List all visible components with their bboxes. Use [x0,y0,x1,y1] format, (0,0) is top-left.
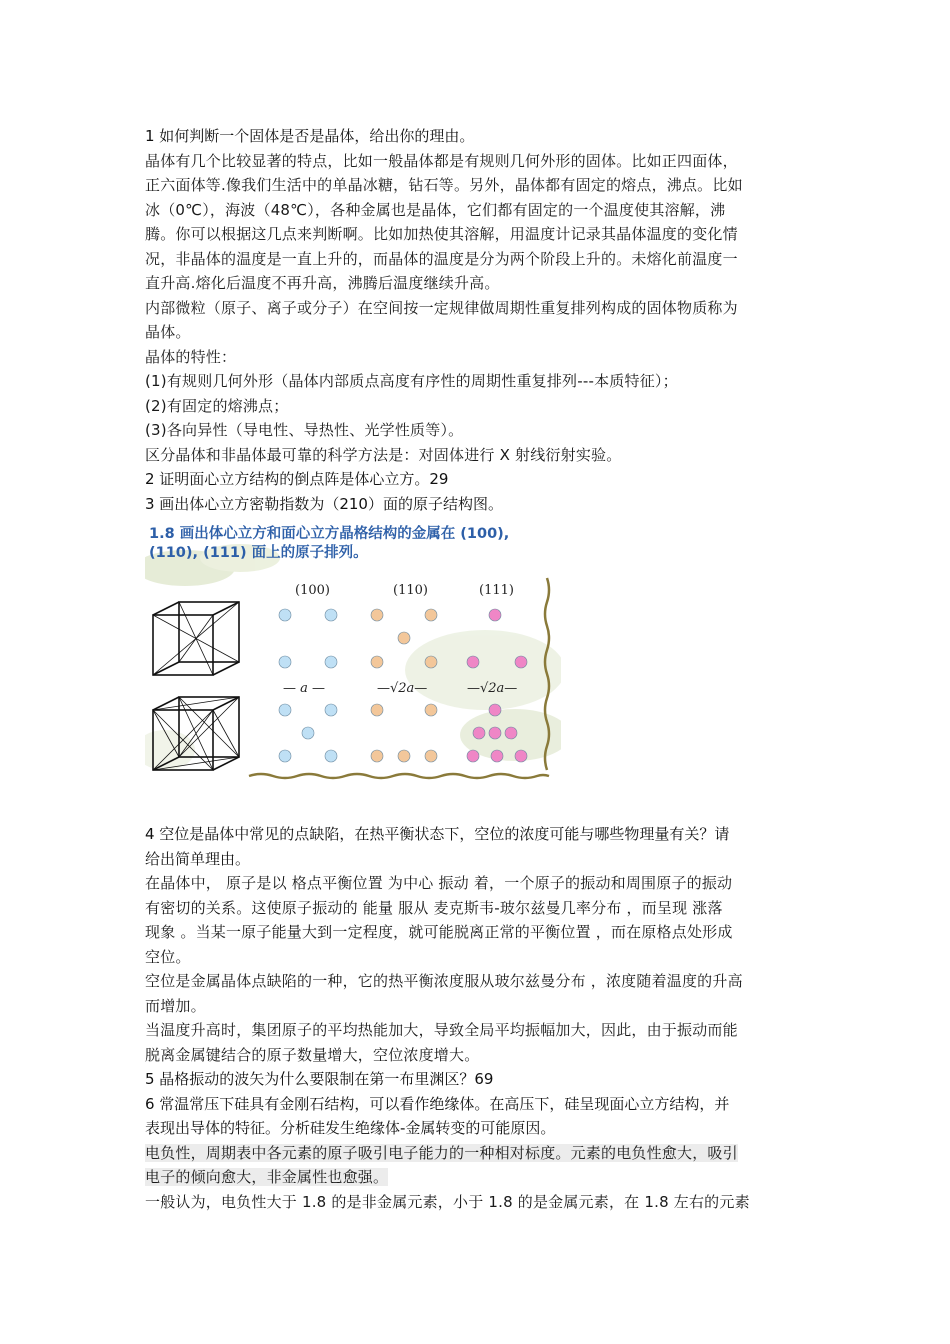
distance-label-a: — a — [283,681,326,696]
bcc-cube-diagram [153,602,239,675]
atom-pink [491,750,503,762]
atom-pink [489,704,501,716]
atom-orange [425,656,437,668]
highlighted-text: 电负性，周期表中各元素的原子吸引电子能力的一种相对标度。元素的电负性愈大，吸引 [145,1143,738,1162]
atom-blue [279,609,291,621]
distance-label-sqrt2a-110: —√2a— [377,681,428,696]
paragraph-line: 而增加。 [145,996,206,1015]
figure-caption-line1: 1.8 画出体心立方和面心立方晶格结构的金属在 (100), [149,526,510,542]
atom-pink [467,656,479,668]
atom-pink [505,727,517,739]
atom-blue [325,656,337,668]
paragraph-line: 腾。你可以根据这几点来判断啊。比如加热使其溶解，用温度计记录其晶体温度的变化情 [145,225,738,243]
atom-orange [425,750,437,762]
question-2: 2 证明面心立方结构的倒点阵是体心立方。29 [145,470,449,488]
atom-blue [325,609,337,621]
question-6: 6 常温常压下硅具有金刚石结构，可以看作绝缘体。在高压下，硅呈现面心立方结构，并 [145,1094,730,1113]
list-item: (3)各向异性（导电性、导热性、光学性质等）。 [145,421,464,439]
question-3: 3 画出体心立方密勒指数为（210）面的原子结构图。 [145,494,503,513]
paragraph-line: 有密切的关系。这使原子振动的 能量 服从 麦克斯韦-玻尔兹曼几率分布 ，而呈现 涨落 [145,898,723,917]
atom-blue [302,727,314,739]
atom-blue [279,656,291,668]
section-vacancy [145,822,807,1214]
paragraph-line: 脱离金属键结合的原子数量增大，空位浓度增大。 [145,1045,480,1064]
atom-blue [279,704,291,716]
paragraph-line: 现象 。当某一原子能量大到一定程度，就可能脱离正常的平衡位置 ，而在原格点处形成 [145,923,733,941]
paragraph-line: 正六面体等.像我们生活中的单晶冰糖，钻石等。另外，晶体都有固定的熔点，沸点。比如 [145,176,743,194]
question-6-cont: 表现出导体的特征。分析硅发生绝缘体-金属转变的可能原因。 [145,1119,556,1137]
atom-pink [515,656,527,668]
atom-blue [279,750,291,762]
paragraph-line: 晶体的特性： [145,347,237,366]
paragraph-line: 晶体。 [145,323,191,341]
atom-pink [515,750,527,762]
atom-orange [398,632,410,644]
paragraph-line: 空位。 [145,947,191,966]
plane-label-111: (111) [479,583,514,598]
paragraph-line: 况，非晶体的温度是一直上升的，而晶体的温度是分为两个阶段上升的。未熔化前温度一 [145,249,738,268]
figure-border-bottom [249,774,549,778]
atom-orange [425,704,437,716]
section-crystal-identification [145,124,807,516]
question-4: 4 空位是晶体中常见的点缺陷，在热平衡状态下，空位的浓度可能与哪些物理量有关？请 [145,825,730,843]
paragraph-line: 在晶体中， 原子是以 格点平衡位置 为中心 振动 着，一个原子的振动和周围原子的振动 [145,874,733,892]
atom-orange [371,656,383,668]
lattice-figure [145,520,561,782]
highlighted-text: 电子的倾向愈大，非金属性也愈强。 [145,1168,389,1186]
lattice-figure-svg [145,520,561,782]
question-5: 5 晶格振动的波矢为什么要限制在第一布里渊区？69 [145,1070,494,1088]
highlight-line [145,1141,807,1166]
list-item: (2)有固定的熔沸点； [145,396,289,415]
paragraph-line: 区分晶体和非晶体最可靠的科学方法是：对固体进行 X 射线衍射实验。 [145,445,622,464]
paragraph-line: 晶体有几个比较显著的特点，比如一般晶体都是有规则几何外形的固体。比如正四面体， [145,151,738,170]
list-item: (1)有规则几何外形（晶体内部质点高度有序性的周期性重复排列---本质特征）； [145,372,678,390]
paragraph-line: 冰（0℃），海波（48℃），各种金属也是晶体，它们都有固定的一个温度使其溶解，沸 [145,200,726,219]
question-1: 1 如何判断一个固体是否是晶体，给出你的理由。 [145,127,475,145]
plane-label-100: (100) [295,583,330,598]
atom-orange [398,750,410,762]
atom-orange [371,704,383,716]
plane-label-110: (110) [393,583,428,598]
paragraph-line: 一般认为，电负性大于 1.8 的是非金属元素，小于 1.8 的是金属元素，在 1.8 左右的元素 [145,1192,750,1211]
atom-orange [371,750,383,762]
atom-pink [473,727,485,739]
question-4-cont: 给出简单理由。 [145,849,251,868]
atom-blue [325,704,337,716]
distance-label-sqrt2a-111: —√2a— [467,681,518,696]
atom-orange [371,609,383,621]
paragraph-line: 空位是金属晶体点缺陷的一种，它的热平衡浓度服从玻尔兹曼分布 ，浓度随着温度的升高 [145,972,743,990]
atom-pink [489,609,501,621]
highlight-line [145,1165,807,1190]
figure-caption-line2: (110), (111) 面上的原子排列。 [149,545,368,561]
paragraph-line: 当温度升高时，集团原子的平均热能加大，导致全局平均振幅加大，因此，由于振动而能 [145,1021,738,1039]
atom-orange [425,609,437,621]
atom-pink [489,727,501,739]
atom-pink [467,750,479,762]
paragraph-line: 直升高.熔化后温度不再升高，沸腾后温度继续升高。 [145,274,500,292]
atom-blue [325,750,337,762]
paragraph-line: 内部微粒（原子、离子或分子）在空间按一定规律做周期性重复排列构成的固体物质称为 [145,298,738,317]
